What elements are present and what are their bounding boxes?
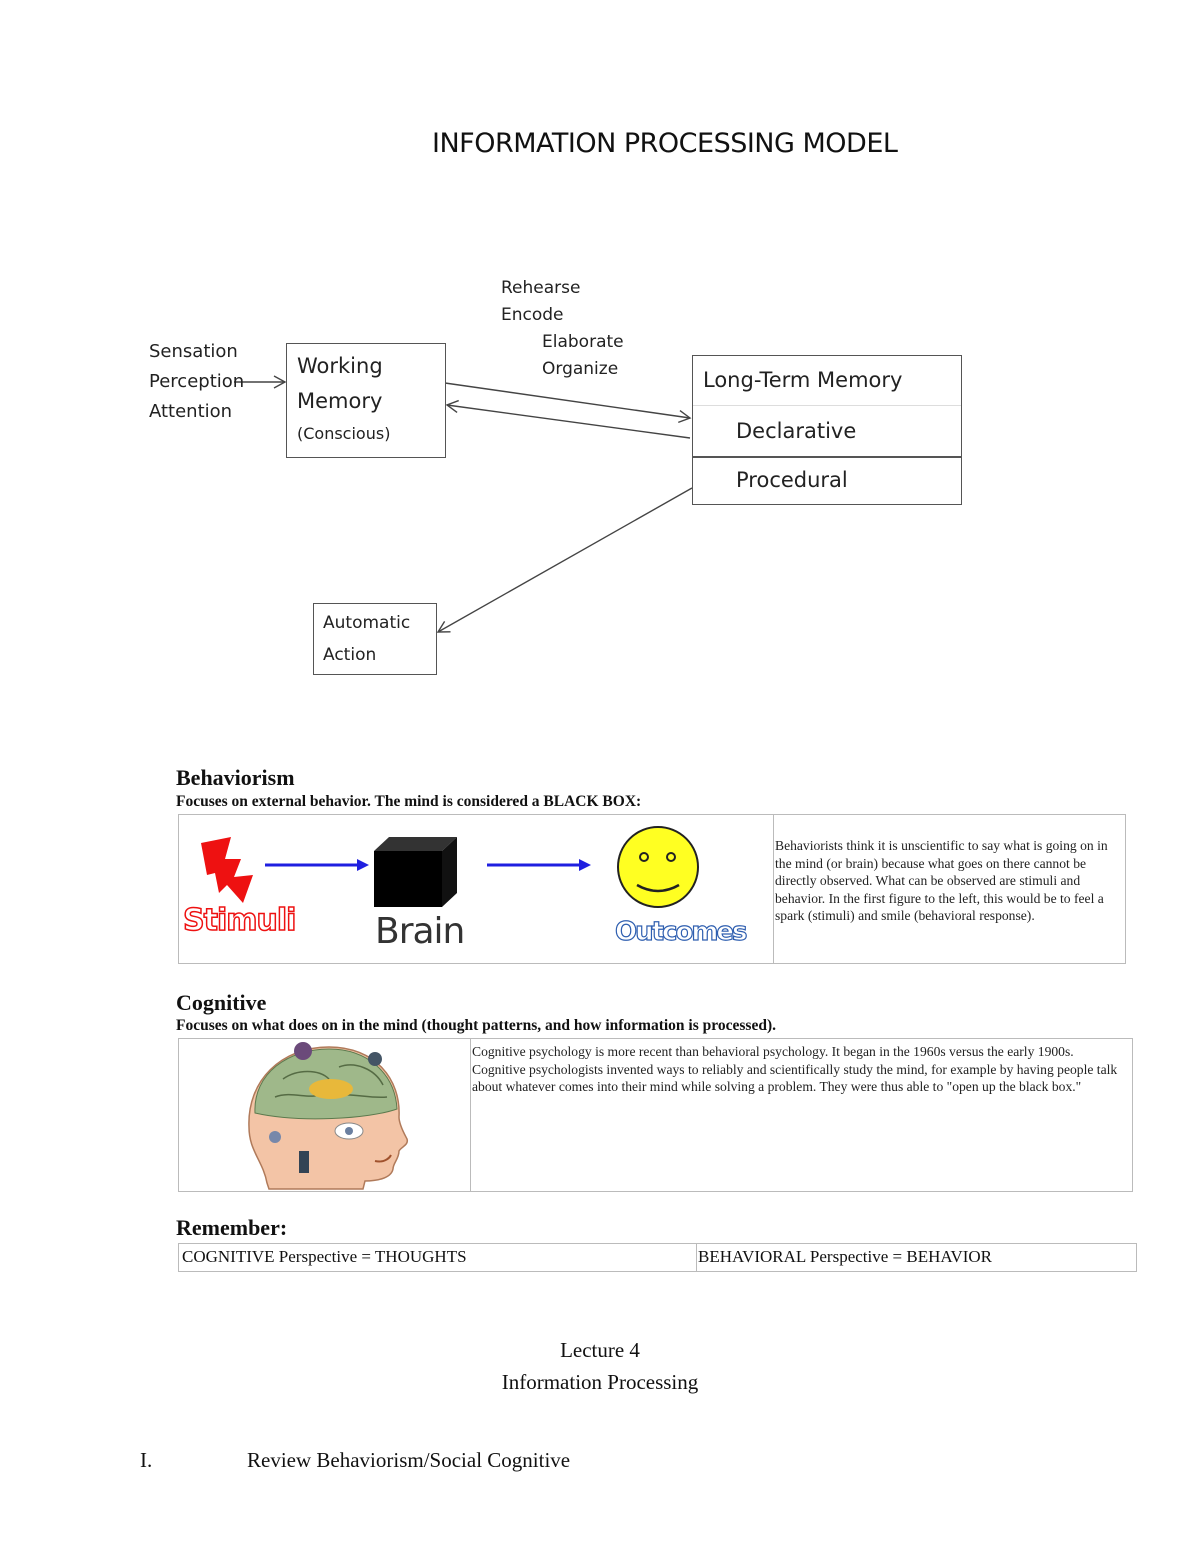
behaviorism-subheading: Focuses on external behavior. The mind is considered a BLACK BOX: bbox=[176, 793, 642, 810]
cognitive-heading: Cognitive bbox=[176, 990, 267, 1015]
behaviorism-table bbox=[178, 814, 1126, 964]
phrenology-head-icon bbox=[249, 1042, 407, 1189]
remember-table bbox=[178, 1243, 1137, 1272]
behaviorism-description: Behaviorists think it is unscientific to say what is going on in the mind (or brain) because what goes on there cannot be directly observed. What can be observed are stimuli and behavior. In the first figure to the left, this would be to feel a spark (stimuli) and smile (behavioral response). bbox=[775, 838, 1108, 924]
ltm-declarative: Declarative bbox=[736, 419, 857, 443]
remember-cognitive-text: COGNITIVE Perspective = THOUGHTS bbox=[182, 1247, 467, 1266]
automatic-action-line2: Action bbox=[323, 645, 377, 665]
remember-heading: Remember: bbox=[176, 1215, 288, 1240]
behaviorism-figure-cell bbox=[179, 815, 774, 963]
cognitive-figure-cell bbox=[179, 1039, 471, 1191]
lightning-bolt-icon bbox=[201, 837, 253, 903]
ltm-procedural: Procedural bbox=[736, 468, 848, 492]
phrenology-head-figure bbox=[179, 1039, 470, 1191]
cognitive-subheading: Focuses on what does on in the mind (thought patterns, and how information is processed). bbox=[176, 1017, 776, 1034]
retrieve-arrow bbox=[447, 405, 690, 438]
outline-number: I. bbox=[140, 1448, 153, 1472]
remember-behavioral-text: BEHAVIORAL Perspective = BEHAVIOR bbox=[698, 1247, 993, 1266]
automatic-action-box bbox=[313, 603, 437, 675]
lecture-topic: Information Processing bbox=[501, 1370, 699, 1394]
process-elaborate: Elaborate bbox=[542, 332, 624, 352]
working-memory-line3: (Conscious) bbox=[297, 424, 391, 443]
input-sensation: Sensation bbox=[149, 341, 238, 362]
ltm-procedural-row bbox=[693, 458, 961, 504]
remember-cognitive-cell bbox=[179, 1244, 697, 1271]
input-attention: Attention bbox=[149, 401, 233, 422]
brain-label: Brain bbox=[375, 911, 465, 952]
process-rehearse: Rehearse bbox=[501, 278, 581, 298]
working-memory-line2: Memory bbox=[297, 389, 383, 413]
input-perception: Perception bbox=[149, 371, 245, 392]
outcomes-label: Outcomes bbox=[615, 917, 746, 947]
diagram-title: INFORMATION PROCESSING MODEL bbox=[432, 128, 898, 159]
procedural-arrow bbox=[438, 488, 692, 632]
process-organize: Organize bbox=[542, 359, 619, 379]
cognitive-description: Cognitive psychology is more recent than behavioral psychology. It began in the 1960s versus the early 1900s. Cognitive psychologists invented ways to reliably and scientifically study the mind, for example by having people talk about whatever comes into their mind while solving a problem. They were thus able to "open up the black box." bbox=[472, 1044, 1118, 1095]
ltm-declarative-row bbox=[693, 406, 961, 458]
long-term-memory-box bbox=[692, 355, 962, 505]
ltm-header-row bbox=[693, 356, 961, 406]
working-memory-line1: Working bbox=[297, 354, 383, 378]
automatic-action-line1: Automatic bbox=[323, 613, 411, 633]
smiley-face-icon bbox=[618, 827, 698, 907]
stimuli-label: Stimuli bbox=[183, 903, 296, 938]
cognitive-table bbox=[178, 1038, 1133, 1192]
working-memory-box bbox=[286, 343, 446, 458]
process-encode: Encode bbox=[501, 305, 564, 325]
encode-arrow bbox=[445, 383, 690, 418]
outline-item: Review Behaviorism/Social Cognitive bbox=[247, 1448, 571, 1472]
ltm-title: Long-Term Memory bbox=[703, 368, 903, 392]
behaviorism-heading: Behaviorism bbox=[176, 765, 295, 790]
black-box-cube-icon bbox=[374, 837, 457, 907]
lecture-number: Lecture 4 bbox=[560, 1338, 640, 1362]
